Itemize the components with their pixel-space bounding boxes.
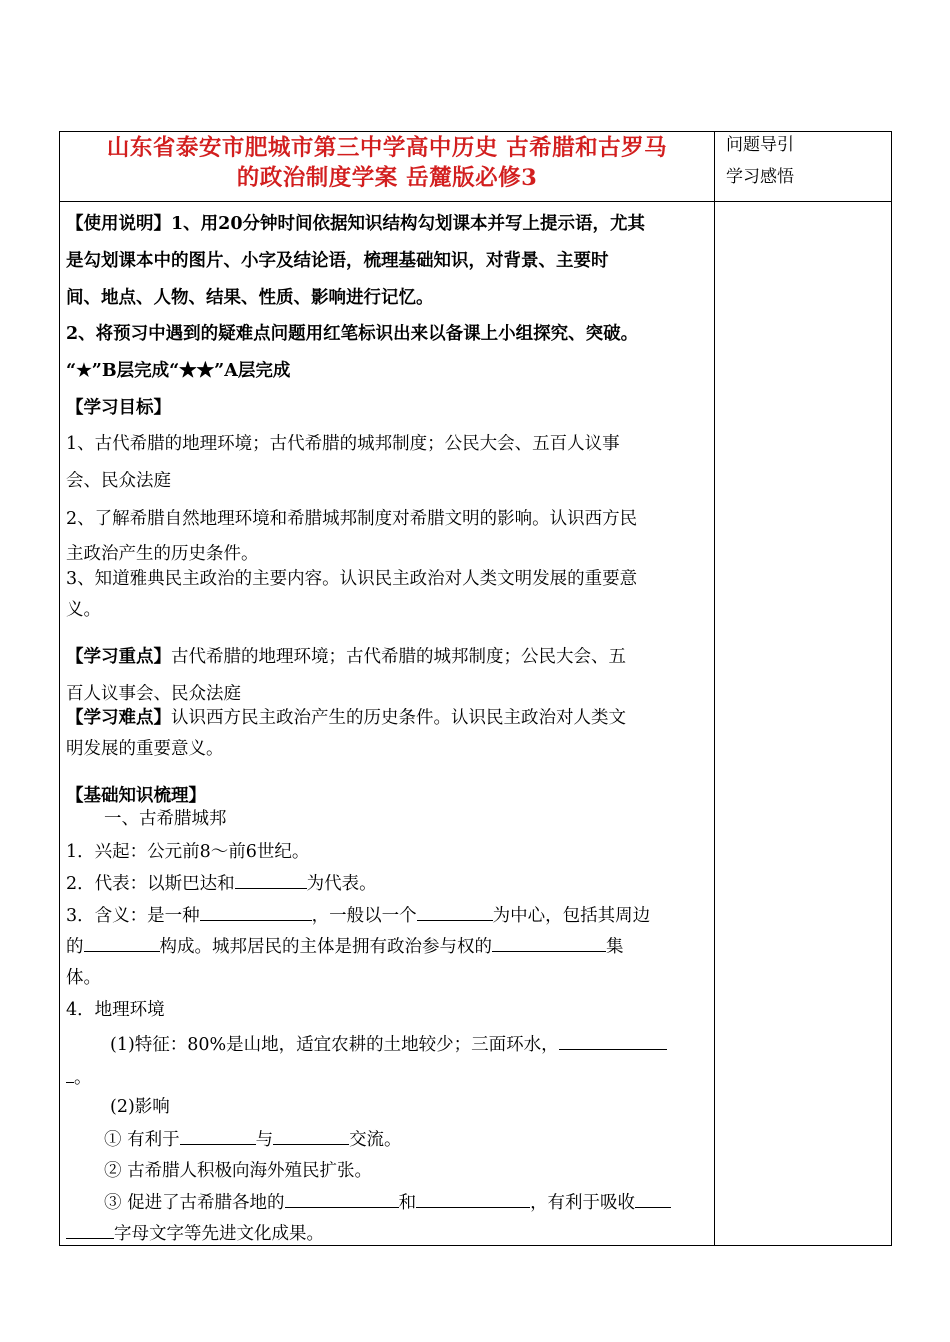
representative-text-a: 2．代表：以斯巴达和 (66, 874, 235, 894)
geography-feature-end-text: 。 (74, 1068, 92, 1088)
meaning-line-2 (66, 935, 708, 959)
influence-3-text-b: 和 (398, 1193, 417, 1213)
influence-2-line: ② 古希腊人积极向海外殖民扩张。 (104, 1161, 373, 1181)
geography-feature-line (110, 1033, 752, 1057)
fill-blank[interactable] (180, 1129, 256, 1145)
fill-blank[interactable] (66, 1223, 114, 1239)
column-divider (714, 131, 715, 1246)
influence-3-line-2 (66, 1222, 708, 1246)
meaning-text-a: 3．含义：是一种 (66, 906, 200, 926)
geography-feature-text: (1)特征：80%是山地，适宜农耕的土地较少；三面环水， (110, 1035, 559, 1055)
objective-2-line-1: 2、了解希腊自然地理环境和希腊城邦制度对希腊文明的影响。认识西方民 (66, 509, 638, 529)
influence-3-line (104, 1191, 746, 1215)
influence-3-text-a: ③ 促进了古希腊各地的 (104, 1193, 285, 1213)
fill-blank[interactable] (492, 936, 606, 952)
influence-3-text-d: 字母文字等先进文化成果。 (114, 1224, 324, 1244)
difficulty-label: 【学习难点】 (66, 708, 171, 728)
difficulty-line-1 (66, 706, 708, 730)
objective-2-line-2: 主政治产生的历史条件。 (66, 544, 259, 564)
section-ancient-greek-city-states: 一、古希腊城邦 (104, 809, 227, 829)
fill-blank[interactable] (84, 936, 160, 952)
representative-text-b: 为代表。 (306, 874, 377, 894)
fill-blank[interactable] (559, 1034, 667, 1050)
key-point-label: 【学习重点】 (66, 647, 171, 667)
difficulty-text: 认识西方民主政治产生的历史条件。认识民主政治对人类文 (171, 708, 626, 728)
instructions-line-1: 【使用说明】1、用20分钟时间依据知识结构勾划课本并写上提示语，尤其 (66, 214, 646, 234)
instructions-line-2: 是勾划课本中的图片、小字及结论语，梳理基础知识，对背景、主要时 (66, 251, 609, 271)
geography-influence-heading: (2)影响 (110, 1097, 170, 1117)
objective-1-line-2: 会、民众法庭 (66, 471, 171, 491)
basics-heading: 【基础知识梳理】 (66, 786, 206, 806)
header-row-divider (59, 201, 892, 202)
meaning-line-3: 体。 (66, 968, 101, 988)
influence-1-line (104, 1128, 746, 1152)
meaning-text-d: 的 (66, 937, 84, 957)
fill-blank[interactable] (273, 1129, 349, 1145)
key-point-line-2: 百人议事会、民众法庭 (66, 684, 241, 704)
meaning-text-c: 为中心，包括其周边 (492, 906, 651, 926)
representative-line (66, 872, 708, 896)
fill-blank[interactable] (635, 1192, 671, 1208)
title-line-2: 的政治制度学案 岳麓版必修3 (236, 165, 538, 191)
instructions-line-4: 2、将预习中遇到的疑难点问题用红笔标识出来以备课上小组探究、突破。 (66, 324, 639, 344)
fill-blank[interactable] (285, 1192, 399, 1208)
meaning-text-b: ，一般以一个 (311, 906, 417, 926)
key-point-text: 古代希腊的地理环境；古代希腊的城邦制度；公民大会、五 (171, 647, 626, 667)
worksheet-title (62, 133, 712, 193)
objectives-heading: 【学习目标】 (66, 398, 171, 418)
side-label-question-guide: 问题导引 (726, 135, 794, 155)
fill-blank[interactable] (417, 905, 493, 921)
geography-feature-end (66, 1066, 708, 1090)
fill-blank[interactable] (235, 873, 307, 889)
difficulty-line-2: 明发展的重要意义。 (66, 739, 224, 759)
fill-blank[interactable] (416, 1192, 530, 1208)
influence-3-text-c: ，有利于吸收 (530, 1193, 636, 1213)
rise-line: 1．兴起：公元前8～前6世纪。 (66, 842, 310, 862)
side-label-learning-reflection: 学习感悟 (726, 167, 794, 187)
fill-blank[interactable] (200, 905, 312, 921)
instructions-line-3: 间、地点、人物、结果、性质、影响进行记忆。 (66, 288, 434, 308)
meaning-text-f: 集 (606, 937, 624, 957)
instructions-level-note: “★”B层完成“★★”A层完成 (66, 361, 291, 381)
meaning-line-1 (66, 904, 708, 928)
influence-1-text-c: 交流。 (349, 1130, 402, 1150)
geography-heading: 4．地理环境 (66, 1000, 165, 1020)
influence-1-text-b: 与 (255, 1130, 274, 1150)
meaning-text-e: 构成。城邦居民的主体是拥有政治参与权的 (159, 937, 492, 957)
key-point-line-1 (66, 645, 708, 669)
title-line-1: 山东省泰安市肥城市第三中学高中历史 古希腊和古罗马 (106, 135, 668, 161)
fill-blank[interactable] (66, 1067, 74, 1083)
influence-1-text-a: ① 有利于 (104, 1130, 180, 1150)
objective-1-line-1: 1、古代希腊的地理环境；古代希腊的城邦制度；公民大会、五百人议事 (66, 434, 620, 454)
objective-3-line-2: 义。 (66, 600, 101, 620)
objective-3-line-1: 3、知道雅典民主政治的主要内容。认识民主政治对人类文明发展的重要意 (66, 569, 638, 589)
